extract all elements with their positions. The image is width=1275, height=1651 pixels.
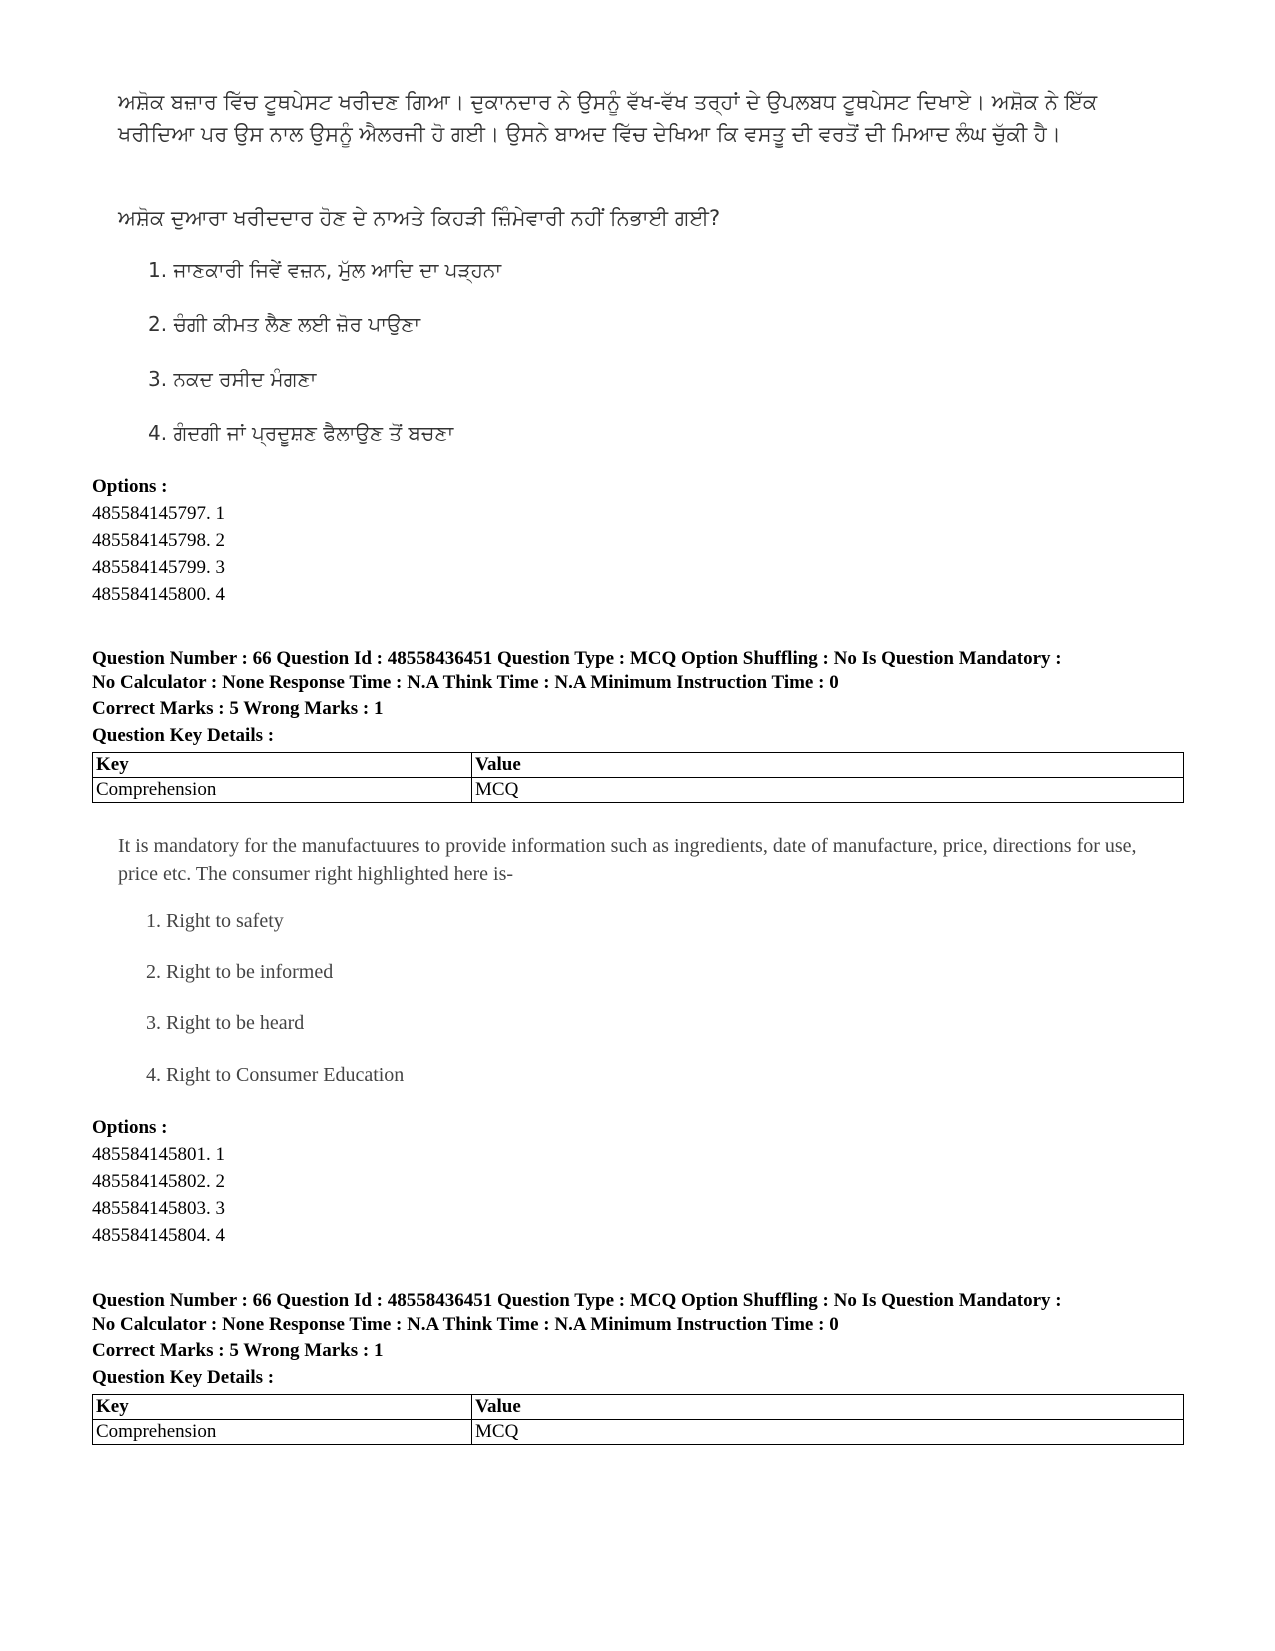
option-id: 485584145799. 3 (92, 557, 225, 578)
table-header-key: Key (93, 1395, 472, 1420)
key-details-label: Question Key Details : (92, 1367, 275, 1388)
table-cell-key: Comprehension (93, 1420, 472, 1445)
choice-item: 1. Right to safety (146, 910, 284, 932)
marks-line: Correct Marks : 5 Wrong Marks : 1 (92, 698, 384, 719)
table-header-row (93, 1395, 1184, 1420)
choice-item: 3. Right to be heard (146, 1012, 305, 1034)
options-label: Options : (92, 1117, 168, 1138)
question-meta-line: Question Number : 66 Question Id : 48558436451 Question Type : MCQ Option Shuffling : No Is Question Mandatory : (92, 1290, 1062, 1311)
question-meta (92, 647, 1192, 695)
table-header-row (93, 753, 1184, 778)
question-meta-line: Question Number : 66 Question Id : 48558436451 Question Type : MCQ Option Shuffling : No Is Question Mandatory : (92, 648, 1062, 669)
table-header-key: Key (93, 753, 472, 778)
option-id: 485584145797. 1 (92, 503, 225, 524)
key-details-label: Question Key Details : (92, 725, 275, 746)
table-row (93, 778, 1184, 803)
option-id: 485584145803. 3 (92, 1198, 225, 1219)
question-paragraph-english: It is mandatory for the manufactuures to provide information such as ingredients, date of manufacture, price, directions for use, price etc. The consumer right highlighted here is- (118, 835, 1137, 885)
choice-item: 4. ਗੰਦਗੀ ਜਾਂ ਪ੍ਰਦੂਸ਼ਣ ਫੈਲਾਉਣ ਤੋਂ ਬਚਣਾ (148, 421, 454, 445)
table-cell-value: MCQ (472, 1420, 1184, 1445)
key-details-table (92, 752, 1184, 803)
choice-item: 2. ਚੰਗੀ ਕੀਮਤ ਲੈਣ ਲਈ ਜ਼ੋਰ ਪਾਉਣਾ (148, 312, 421, 336)
question-meta-line: No Calculator : None Response Time : N.A Think Time : N.A Minimum Instruction Time : 0 (92, 1314, 839, 1335)
choice-item: 3. ਨਕਦ ਰਸੀਦ ਮੰਗਣਾ (148, 367, 317, 391)
table-row (93, 1420, 1184, 1445)
option-id: 485584145804. 4 (92, 1225, 225, 1246)
option-id: 485584145801. 1 (92, 1144, 225, 1165)
choice-item: 1. ਜਾਣਕਾਰੀ ਜਿਵੇਂ ਵਜ਼ਨ, ਮੁੱਲ ਆਦਿ ਦਾ ਪੜ੍ਹਨਾ (148, 258, 502, 282)
question-meta-line: No Calculator : None Response Time : N.A Think Time : N.A Minimum Instruction Time : 0 (92, 672, 839, 693)
table-header-value: Value (472, 753, 1184, 778)
question-paragraph-punjabi: ਅਸ਼ੋਕ ਬਜ਼ਾਰ ਵਿੱਚ ਟੂਥਪੇਸਟ ਖਰੀਦਣ ਗਿਆ। ਦੁਕਾਨਦਾਰ ਨੇ ਉਸਨੂੰ ਵੱਖ-ਵੱਖ ਤਰ੍ਹਾਂ ਦੇ ਉਪਲਬਧ ਟੂਥਪੇਸਟ ਦਿਖਾਏ। ਅਸ਼ੋਕ ਨੇ ਇੱਕ ਖਰੀਦਿਆ ਪਰ ਉਸ ਨਾਲ ਉਸਨੂੰ ਐਲਰਜੀ ਹੋ ਗਈ। ਉਸਨੇ ਬਾਅਦ ਵਿੱਚ ਦੇਖਿਆ ਕਿ ਵਸਤੂ ਦੀ ਵਰਤੋਂ ਦੀ ਮਿਆਦ ਲੰਘ ਚੁੱਕੀ ਹੈ। (118, 90, 1098, 146)
option-id: 485584145802. 2 (92, 1171, 225, 1192)
table-cell-value: MCQ (472, 778, 1184, 803)
key-details-table (92, 1394, 1184, 1445)
question-stem-punjabi: ਅਸ਼ੋਕ ਦੁਆਰਾ ਖਰੀਦਦਾਰ ਹੋਣ ਦੇ ਨਾਅਤੇ ਕਿਹੜੀ ਜ਼ਿੰਮੇਵਾਰੀ ਨਹੀਂ ਨਿਭਾਈ ਗਈ? (118, 206, 721, 230)
options-label: Options : (92, 476, 168, 497)
choice-item: 4. Right to Consumer Education (146, 1064, 405, 1086)
option-id: 485584145798. 2 (92, 530, 225, 551)
table-cell-key: Comprehension (93, 778, 472, 803)
choice-item: 2. Right to be informed (146, 961, 334, 983)
table-header-value: Value (472, 1395, 1184, 1420)
marks-line: Correct Marks : 5 Wrong Marks : 1 (92, 1340, 384, 1361)
option-id: 485584145800. 4 (92, 584, 225, 605)
question-meta (92, 1289, 1192, 1337)
